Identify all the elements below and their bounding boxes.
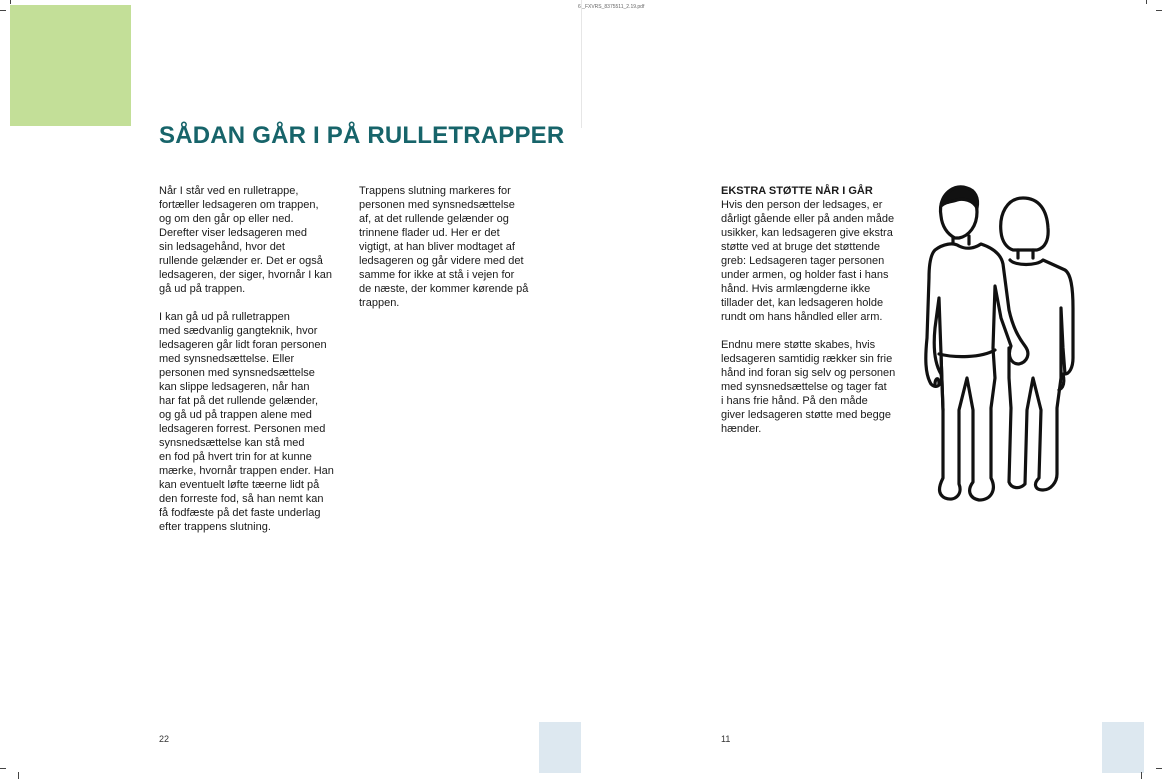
left-column-1	[159, 184, 349, 548]
page-divider	[581, 0, 582, 128]
two-people-illustration	[915, 178, 1085, 508]
page-title: SÅDAN GÅR I PÅ RULLETRAPPER	[159, 122, 565, 149]
crop-mark	[10, 0, 11, 4]
crop-mark	[0, 10, 6, 11]
paragraph: Hvis den person der ledsages, er dårligt gående eller på anden måde usikker, kan ledsageren give ekstra støtte ved at bruge det støttende greb: Ledsageren tager personen under armen, og holder fast i hans hånd. Hvis armlængderne ikke tillader det, kan ledsageren holde rundt om hans håndled eller arm.	[721, 199, 895, 323]
section-subheading: EKSTRA STØTTE NÅR I GÅR	[721, 185, 873, 197]
crop-mark	[1156, 768, 1162, 769]
page-number-right: 11	[721, 734, 731, 744]
right-column	[721, 184, 911, 450]
page-number-left: 22	[159, 734, 170, 744]
paragraph: I kan gå ud på rulletrappen med sædvanlig gangteknik, hvor ledsageren går lidt foran personen med synsnedsættelse. Eller personen med synsnedsættelse kan slippe ledsageren, når han har fat på det rullende gelænder, og gå ud på trappen alene med ledsageren forrest. Personen med synsnedsættelse kan stå med en fod på hvert trin for at kunne mærke, hvornår trappen ender. Han kan eventuelt løfte tæerne lidt på den forreste fod, så han nemt kan få fodfæste på det faste underlag efter trappens slutning.	[159, 311, 334, 533]
crop-mark	[1146, 0, 1147, 4]
crop-mark	[0, 768, 6, 769]
print-filename: 6 _FXVRS_8375511_2.19.pdf	[578, 4, 645, 10]
crop-mark	[1156, 10, 1162, 11]
crop-mark	[1141, 772, 1142, 779]
left-column-2	[359, 184, 549, 324]
paragraph: Når I står ved en rulletrappe, fortæller ledsageren om trappen, og om den går op eller ned. Derefter viser ledsageren med sin ledsagehånd, hvor det rullende gelænder er. Det er også ledsageren, der siger, hvornår I kan gå ud på trappen.	[159, 185, 333, 295]
paragraph: Trappens slutning markeres for personen med synsnedsættelse af, at det rullende gelænder og trinnene flader ud. Her er det vigtigt, at han bliver modtaget af ledsageren og går videre med det samme for ikke at stå i vejen for de næste, der kommer kørende på trappen.	[359, 185, 529, 309]
blue-color-block-right	[1102, 722, 1144, 773]
blue-color-block-left	[539, 722, 581, 773]
green-color-block	[10, 5, 131, 126]
paragraph: Endnu mere støtte skabes, hvis ledsageren samtidig rækker sin frie hånd ind foran sig selv og personen med synsnedsættelse og tager fat i hans frie hånd. På den måde giver ledsageren støtte med begge hænder.	[721, 339, 896, 435]
crop-mark	[18, 772, 19, 779]
